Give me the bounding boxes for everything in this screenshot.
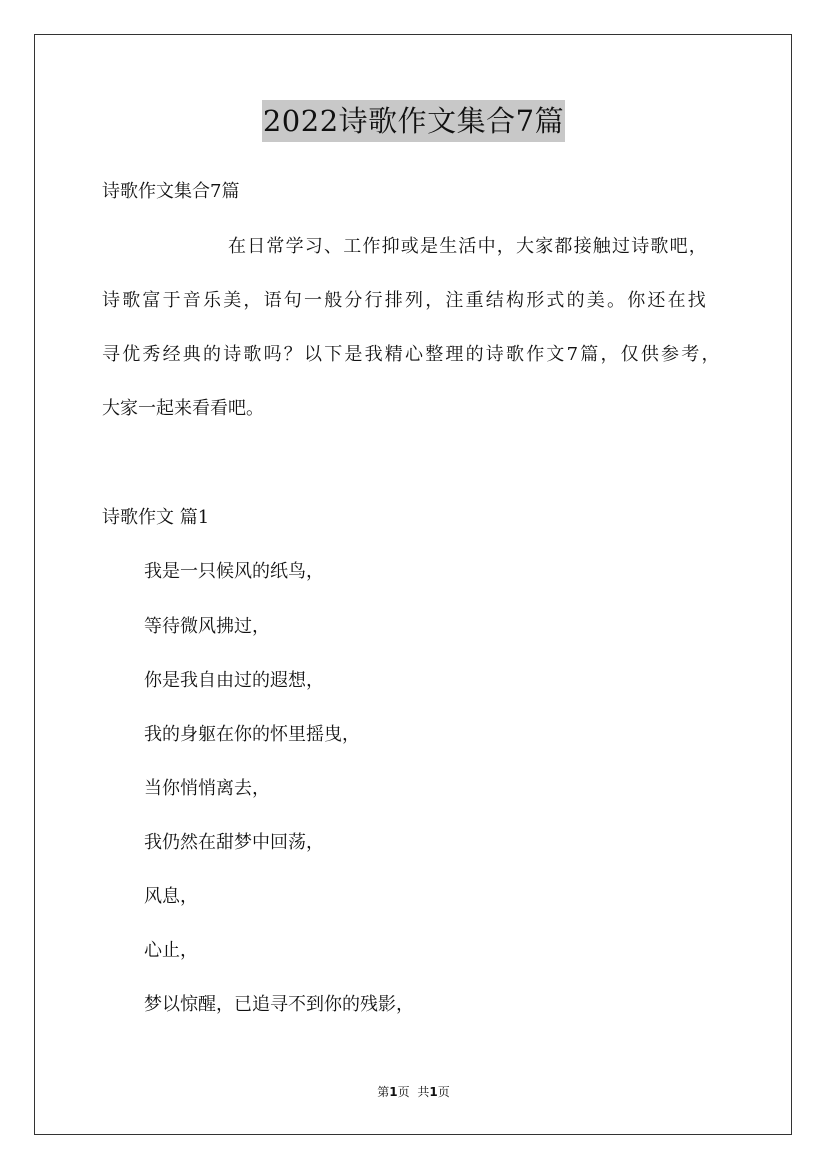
- poem-line: 心止，: [144, 940, 198, 961]
- section-heading: 诗歌作文 篇1: [102, 507, 210, 528]
- poem-line: 我是一只候风的纸鸟，: [144, 561, 324, 582]
- intro-paragraph-line: 在日常学习、工作抑或是生活中，大家都接触过诗歌吧，: [228, 236, 708, 257]
- document-title: 2022诗歌作文集合7篇: [262, 100, 565, 142]
- intro-paragraph-line: 诗歌富于音乐美，语句一般分行排列，注重结构形式的美。你还在找: [102, 290, 708, 311]
- poem-line: 当你悄悄离去，: [144, 778, 270, 799]
- footer-page-suffix: 页: [397, 1085, 410, 1099]
- document-subtitle: 诗歌作文集合7篇: [102, 181, 240, 202]
- poem-line: 风息，: [144, 886, 198, 907]
- intro-paragraph-line: 大家一起来看看吧。: [102, 398, 264, 419]
- intro-paragraph-line: 寻优秀经典的诗歌吗？以下是我精心整理的诗歌作文7篇，仅供参考，: [102, 344, 722, 365]
- page-footer: [0, 1084, 827, 1100]
- poem-line: 梦以惊醒，已追寻不到你的残影，: [144, 994, 414, 1015]
- poem-line: 你是我自由过的遐想，: [144, 670, 324, 691]
- poem-line: 我的身躯在你的怀里摇曳，: [144, 724, 360, 745]
- poem-line: 等待微风拂过，: [144, 616, 270, 637]
- poem-line: 我仍然在甜梦中回荡，: [144, 832, 324, 853]
- footer-total-prefix: 共: [417, 1085, 430, 1099]
- footer-page-prefix: 第: [377, 1085, 390, 1099]
- footer-page-number: 1: [389, 1085, 398, 1099]
- footer-total-suffix: 页: [437, 1085, 450, 1099]
- footer-total-pages: 1: [429, 1085, 438, 1099]
- document-title-container: [0, 100, 827, 142]
